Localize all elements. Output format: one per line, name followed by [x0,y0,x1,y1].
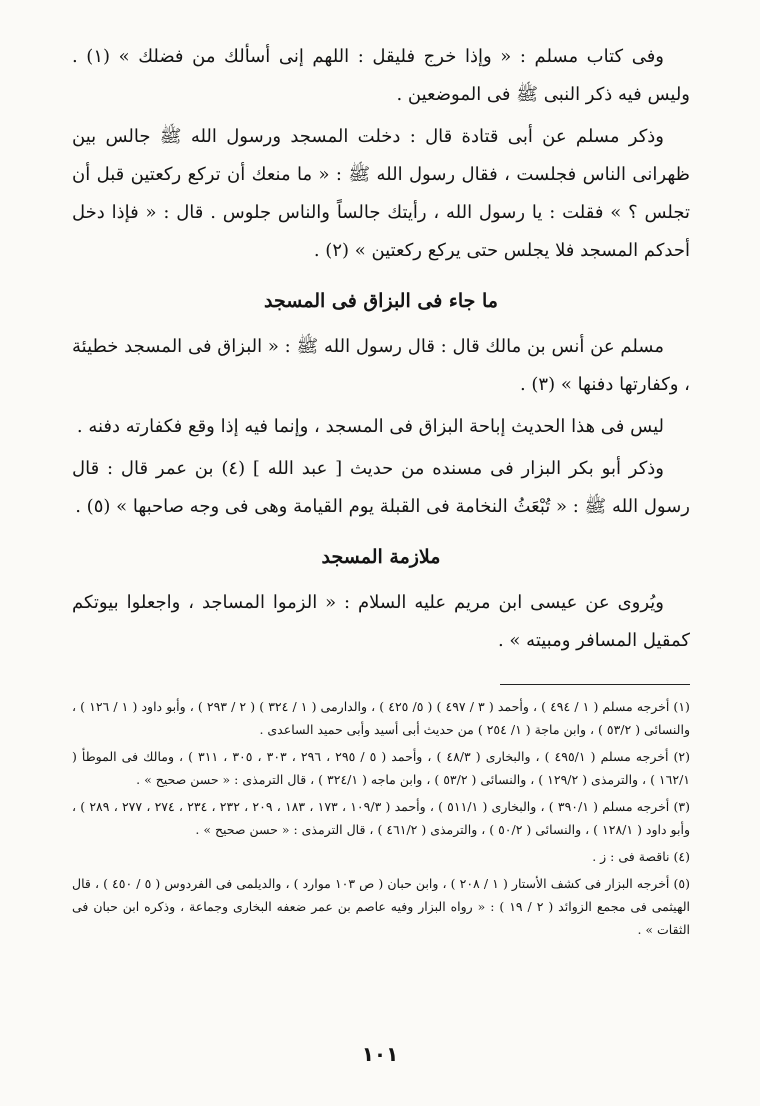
page-number: ١٠١ [361,1042,399,1066]
paragraph-bazzar-hadith: وذكر أبو بكر البزار فى مسنده من حديث [ عبد الله ] (٤) بن عمر قال : قال رسول الله ﷺ : « تُبْعَثُ النخامة فى القبلة يوم القيامة وهى فى وجه صاحبها » (٥) . [72,458,690,517]
footnote-1: (١) أخرجه مسلم ( ١ / ٤٩٤ ) ، وأحمد ( ٣ / ٤٩٧ ) ( ٥/ ٤٢٥ ) ، والدارمى ( ١ / ٣٢٤ ) ( ٢ / ٢٩٣ ) ، وأبو داود ( ١ / ١٢٦ ) ، والنسائى ( ٥٣/٢ ) ، وابن ماجة ( ١/ ٢٥٤ ) من حديث أبى أسيد وأبى حميد الساعدى . [72,699,690,737]
paragraph-anas-hadith: مسلم عن أنس بن مالك قال : قال رسول الله ﷺ : « البزاق فى المسجد خطيئة ، وكفارتها دفنها » (٣) . [72,336,690,395]
paragraph-muslim-exit-dua: وفى كتاب مسلم : « وإذا خرج فليقل : اللهم إنى أسألك من فضلك » (١) . وليس فيه ذكر النبى ﷺ فى الموضعين . [72,46,690,105]
footnote-4: (٤) ناقصة فى : ز . [592,849,690,864]
footnote-2: (٢) أخرجه مسلم ( ٤٩٥/١ ) ، والبخارى ( ٤٨/٣ ) ، وأحمد ( ٥ / ٢٩٥ ، ٢٩٦ ، ٣٠٣ ، ٣٠٥ ، ٣١١ ) ، ومالك فى الموطأ ( ١٦٢/١ ) ، والترمذى ( ١٢٩/٢ ) ، والنسائى ( ٥٣/٢ ) ، وابن ماجه ( ٣٢٤/١ ) ، قال الترمذى : « حسن صحيح » . [72,749,690,787]
section-heading-spitting: ما جاء فى البزاق فى المسجد [264,290,498,312]
section-heading-mosque: ملازمة المسجد [321,546,441,568]
footnote-divider [500,684,690,685]
paragraph-isa-saying: ويُروى عن عيسى ابن مريم عليه السلام : « الزموا المساجد ، واجعلوا بيوتكم كمقيل المسافر ومبيته » . [72,592,690,651]
paragraph-abu-qatada: وذكر مسلم عن أبى قتادة قال : دخلت المسجد ورسول الله ﷺ جالس بين ظهرانى الناس فجلست ، فقال رسول الله ﷺ : « ما منعك أن تركع ركعتين قبل أن تجلس ؟ » فقلت : يا رسول الله ، رأيتك جالساً والناس جلوس . قال : « فإذا دخل أحدكم المسجد فلا يجلس حتى يركع ركعتين » (٢) . [72,126,690,261]
footnote-3: (٣) أخرجه مسلم ( ٣٩٠/١ ) ، والبخارى ( ٥١١/١ ) ، وأحمد ( ١٠٩/٣ ، ١٧٣ ، ١٨٣ ، ٢٠٩ ، ٢٣٢ ، ٢٣٤ ، ٢٧٤ ، ٢٧٧ ، ٢٨٩ ) ، وأبو داود ( ١٢٨/١ ) ، والنسائى ( ٥٠/٢ ) ، والترمذى ( ٤٦١/٢ ) ، قال الترمذى : « حسن صحيح » . [72,799,690,837]
paragraph-commentary: ليس فى هذا الحديث إباحة البزاق فى المسجد ، وإنما فيه إذا وقع فكفارته دفنه . [76,416,664,437]
footnote-5: (٥) أخرجه البزار فى كشف الأستار ( ١ / ٢٠٨ ) ، وابن حبان ( ص ١٠٣ موارد ) ، والديلمى فى الفردوس ( ٥ / ٤٥٠ ) ، قال الهيثمى فى مجمع الزوائد ( ٢ / ١٩ ) : « رواه البزار وفيه عاصم بن عمر ضعفه البخارى وجماعة ، وذكره ابن حبان فى الثقات » . [72,876,690,937]
page-body [72,38,690,945]
